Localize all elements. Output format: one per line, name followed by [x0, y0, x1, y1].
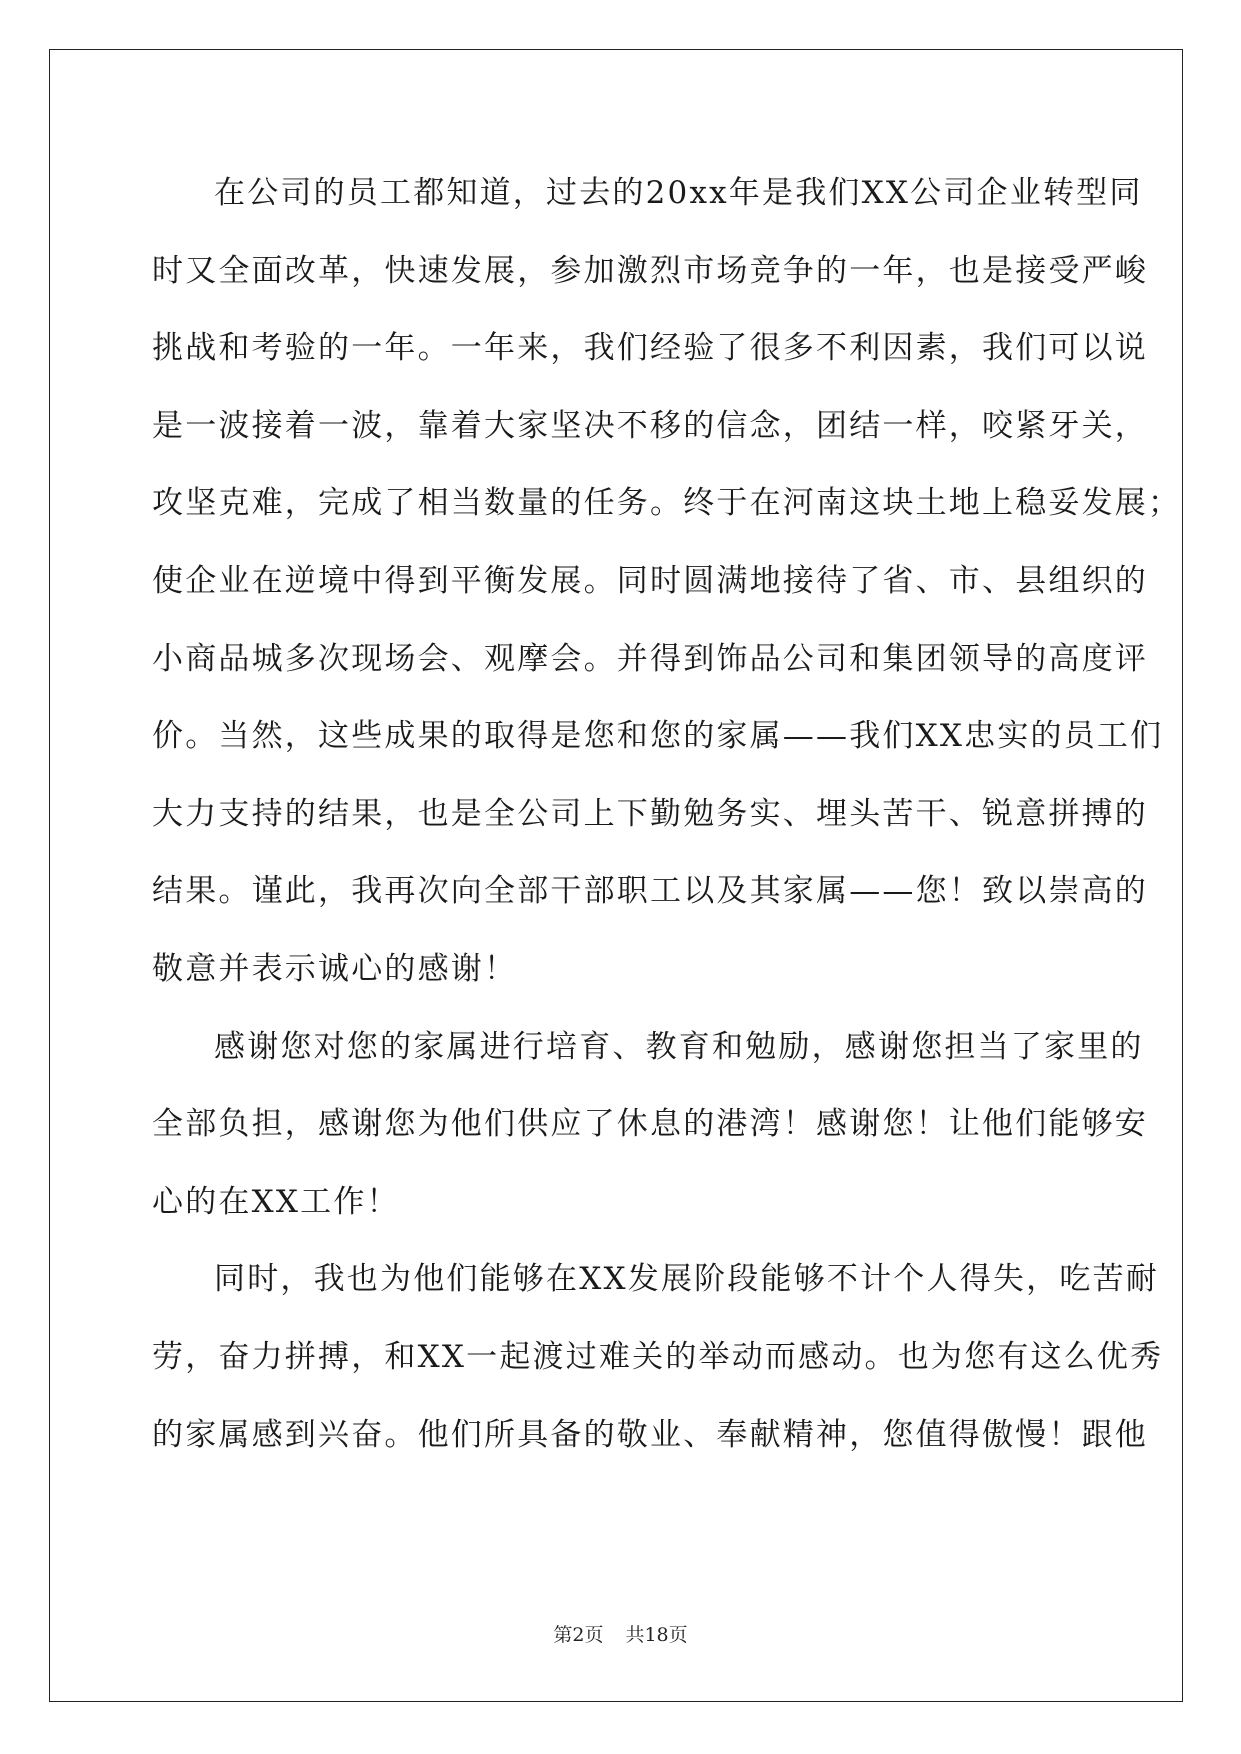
paragraph-1-line-7: 小商品城多次现场会、观摩会。并得到饰品公司和集团领导的高度评: [152, 640, 1148, 677]
paragraph-1-line-10: 结果。谨此，我再次向全部干部职工以及其家属——您！致以崇高的: [152, 873, 1148, 910]
paragraph-1-line-8: 价。当然，这些成果的取得是您和您的家属——我们XX忠实的员工们: [152, 718, 1164, 755]
paragraph-1-line-2: 时又全面改革，快速发展，参加激烈市场竞争的一年，也是接受严峻: [152, 252, 1148, 289]
page-total: 共18页: [625, 1624, 688, 1646]
page-footer: [0, 1620, 1241, 1647]
paragraph-3-line-1: 同时，我也为他们能够在XX发展阶段能够不计个人得失，吃苦耐: [214, 1261, 1159, 1298]
document-body: [152, 155, 1182, 1474]
paragraph-1-line-5: 攻坚克难，完成了相当数量的任务。终于在河南这块土地上稳妥发展；: [152, 485, 1182, 522]
paragraph-1-line-1: 在公司的员工都知道，过去的20xx年是我们XX公司企业转型同: [214, 175, 1143, 211]
paragraph-2-line-2: 全部负担，感谢您为他们供应了休息的港湾！感谢您！让他们能够安: [152, 1106, 1148, 1143]
paragraph-3-line-2: 劳，奋力拼搏，和XX一起渡过难关的举动而感动。也为您有这么优秀: [152, 1338, 1164, 1375]
paragraph-1-line-6: 使企业在逆境中得到平衡发展。同时圆满地接待了省、市、县组织的: [152, 562, 1148, 599]
paragraph-1-line-3: 挑战和考验的一年。一年来，我们经验了很多不利因素，我们可以说: [152, 330, 1148, 367]
paragraph-1-line-9: 大力支持的结果，也是全公司上下勤勉务实、埋头苦干、锐意拼搏的: [152, 795, 1148, 832]
page-number: 第2页: [553, 1624, 604, 1646]
paragraph-2-line-1: 感谢您对您的家属进行培育、教育和勉励，感谢您担当了家里的: [214, 1028, 1144, 1065]
paragraph-2-line-3: 心的在XX工作！: [152, 1183, 400, 1220]
paragraph-1-line-4: 是一波接着一波，靠着大家坚决不移的信念，团结一样，咬紧牙关，: [152, 407, 1148, 444]
paragraph-3-line-3: 的家属感到兴奋。他们所具备的敬业、奉献精神，您值得傲慢！跟他: [152, 1416, 1148, 1453]
paragraph-1-line-11: 敬意并表示诚心的感谢！: [152, 950, 518, 987]
